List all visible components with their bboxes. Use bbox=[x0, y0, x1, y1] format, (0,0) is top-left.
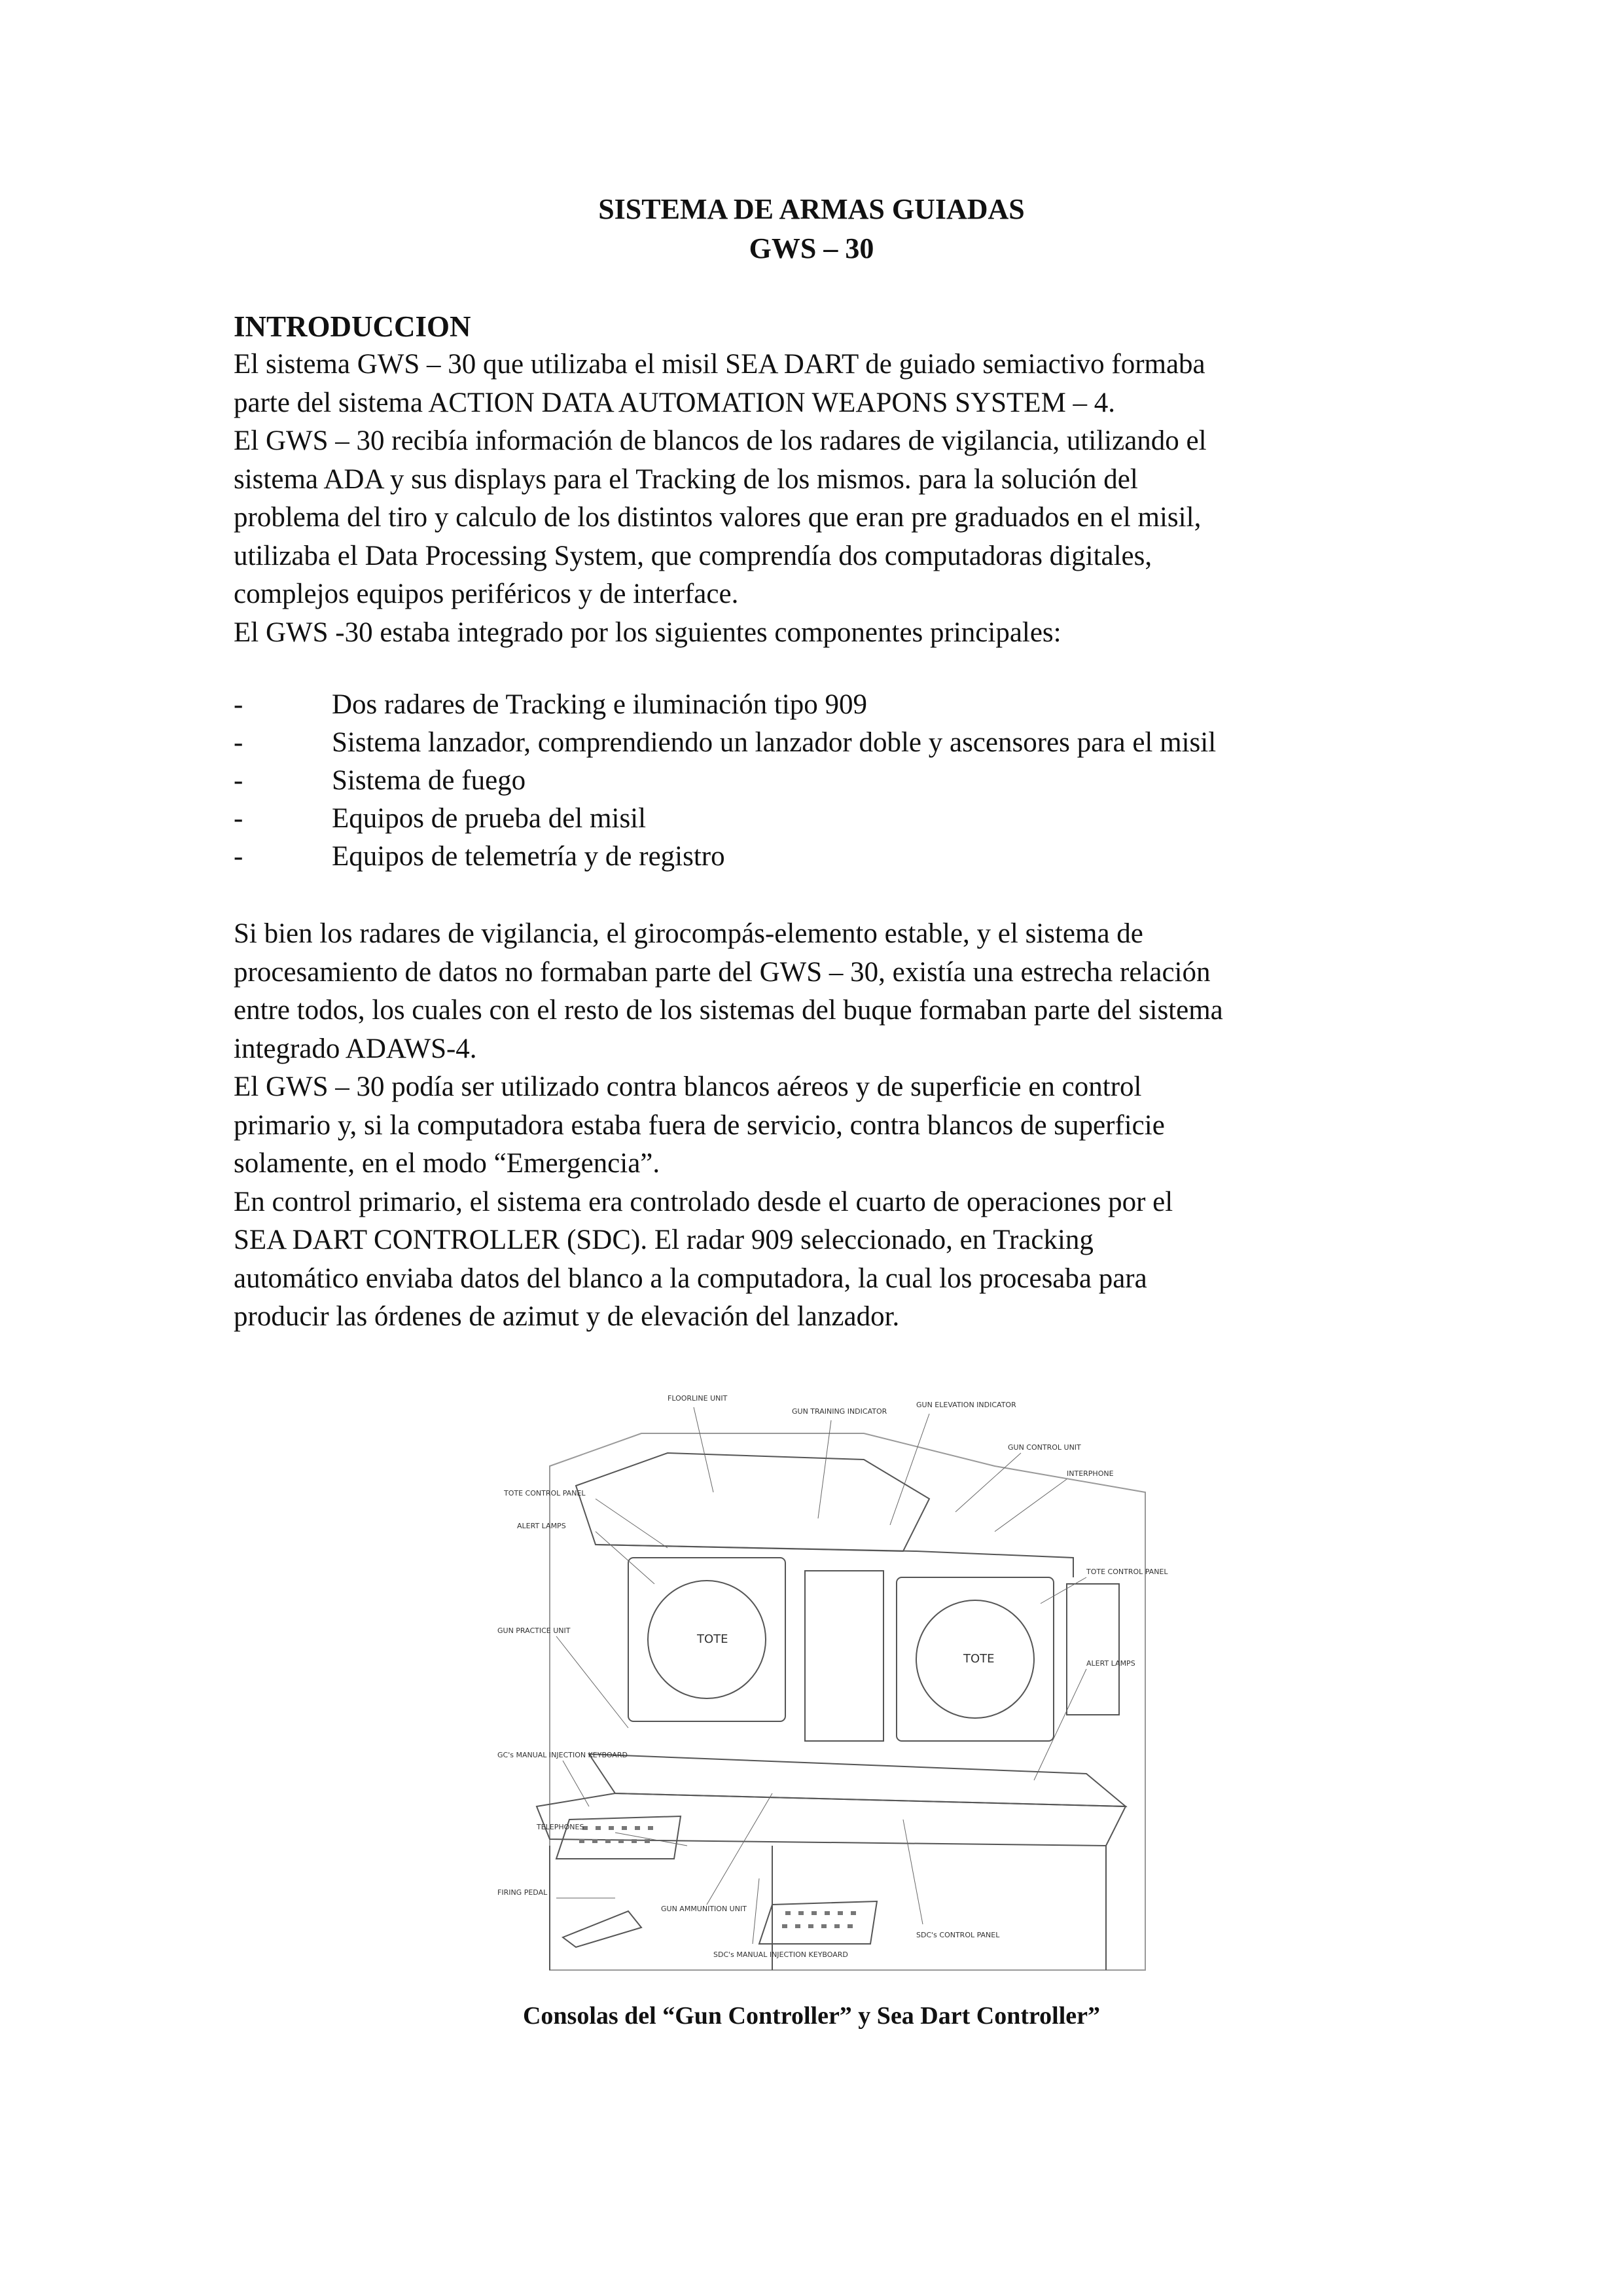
label-floorline-unit: FLOORLINE UNIT bbox=[668, 1394, 728, 1403]
text-line: El GWS – 30 recibía información de blancos de los radares de vigilancia, utilizando el bbox=[234, 425, 1207, 456]
text-line: sistema ADA y sus displays para el Tracking de los mismos. para la solución del bbox=[234, 463, 1138, 495]
text-line: El GWS – 30 podía ser utilizado contra blancos aéreos y de superficie en control bbox=[234, 1071, 1142, 1102]
text-line: primario y, si la computadora estaba fuera de servicio, contra blancos de superficie bbox=[234, 1109, 1165, 1141]
text-line: El GWS -30 estaba integrado por los siguientes componentes principales: bbox=[234, 617, 1061, 648]
label-gun-training-indicator: GUN TRAINING INDICATOR bbox=[792, 1407, 887, 1416]
list-item-text: Sistema de fuego bbox=[332, 765, 526, 796]
list-item-text: Equipos de prueba del misil bbox=[332, 803, 647, 834]
text-line: entre todos, los cuales con el resto de los sistemas del buque formaban parte del sistema bbox=[234, 995, 1223, 1026]
console-diagram bbox=[497, 1388, 1191, 1990]
document-subtitle: GWS – 30 bbox=[749, 232, 874, 264]
list-item bbox=[234, 762, 526, 800]
label-tote-control-panel-left: TOTE CONTROL PANEL bbox=[504, 1489, 586, 1498]
text-line: integrado ADAWS-4. bbox=[234, 1033, 477, 1064]
label-gc-keyboard: GC's MANUAL INJECTION KEYBOARD bbox=[497, 1751, 628, 1759]
list-item bbox=[234, 686, 867, 725]
text-line: parte del sistema ACTION DATA AUTOMATION WEAPONS SYSTEM – 4. bbox=[234, 387, 1116, 418]
text-line: solamente, en el modo “Emergencia”. bbox=[234, 1148, 660, 1179]
label-sdc-control-panel: SDC's CONTROL PANEL bbox=[916, 1931, 1000, 1939]
bullet-marker: - bbox=[234, 803, 243, 834]
list-item bbox=[234, 724, 1216, 762]
label-telephones: TELEPHONES bbox=[537, 1823, 584, 1831]
label-sdc-keyboard: SDC's MANUAL INJECTION KEYBOARD bbox=[713, 1950, 848, 1959]
figure-caption: Consolas del “Gun Controller” y Sea Dart Controller” bbox=[522, 2002, 1101, 2030]
list-item bbox=[234, 838, 725, 876]
label-gun-control-unit: GUN CONTROL UNIT bbox=[1008, 1443, 1081, 1452]
list-item bbox=[234, 800, 646, 838]
label-firing-pedal: FIRING PEDAL bbox=[497, 1888, 548, 1897]
label-alert-lamps-right: ALERT LAMPS bbox=[1086, 1659, 1135, 1668]
bullet-marker: - bbox=[234, 689, 243, 720]
bullet-marker: - bbox=[234, 765, 243, 796]
text-line: complejos equipos periféricos y de interface. bbox=[234, 579, 739, 609]
text-line: utilizaba el Data Processing System, que comprendía dos computadoras digitales, bbox=[234, 540, 1152, 571]
list-item-text: Sistema lanzador, comprendiendo un lanzador doble y ascensores para el misil bbox=[332, 727, 1217, 758]
text-line: SEA DART CONTROLLER (SDC). El radar 909 seleccionado, en Tracking bbox=[234, 1225, 1094, 1255]
label-alert-lamps-left: ALERT LAMPS bbox=[517, 1522, 566, 1530]
text-line: automático enviaba datos del blanco a la computadora, la cual los procesaba para bbox=[234, 1263, 1147, 1294]
text-line: problema del tiro y calculo de los distintos valores que eran pre graduados en el misil, bbox=[234, 502, 1202, 533]
label-gun-elevation-indicator: GUN ELEVATION INDICATOR bbox=[916, 1401, 1016, 1409]
bullet-marker: - bbox=[234, 727, 243, 758]
label-tote-control-panel-right: TOTE CONTROL PANEL bbox=[1086, 1568, 1168, 1576]
text-line: procesamiento de datos no formaban parte del GWS – 30, existía una estrecha relación bbox=[234, 956, 1211, 988]
list-item-text: Dos radares de Tracking e iluminación tipo 909 bbox=[332, 689, 868, 720]
label-tote-screen-right: TOTE bbox=[963, 1652, 995, 1666]
text-line: producir las órdenes de azimut y de elevación del lanzador. bbox=[234, 1301, 900, 1332]
intro-paragraph bbox=[234, 346, 1412, 652]
label-tote-screen-left: TOTE bbox=[697, 1632, 728, 1646]
intro-heading: INTRODUCCION bbox=[234, 310, 471, 343]
label-interphone: INTERPHONE bbox=[1067, 1469, 1114, 1478]
text-line: Si bien los radares de vigilancia, el girocompás-elemento estable, y el sistema de bbox=[234, 918, 1143, 949]
document-title: SISTEMA DE ARMAS GUIADAS bbox=[598, 193, 1025, 225]
text-line: El sistema GWS – 30 que utilizaba el misil SEA DART de guiado semiactivo formaba bbox=[234, 349, 1205, 380]
list-item-text: Equipos de telemetría y de registro bbox=[332, 841, 725, 872]
label-gun-ammunition-unit: GUN AMMUNITION UNIT bbox=[661, 1905, 747, 1913]
label-gun-practice-unit: GUN PRACTICE UNIT bbox=[497, 1626, 571, 1635]
text-line: En control primario, el sistema era controlado desde el cuarto de operaciones por el bbox=[234, 1186, 1173, 1217]
body-paragraph bbox=[234, 915, 1412, 1336]
bullet-marker: - bbox=[234, 841, 243, 872]
